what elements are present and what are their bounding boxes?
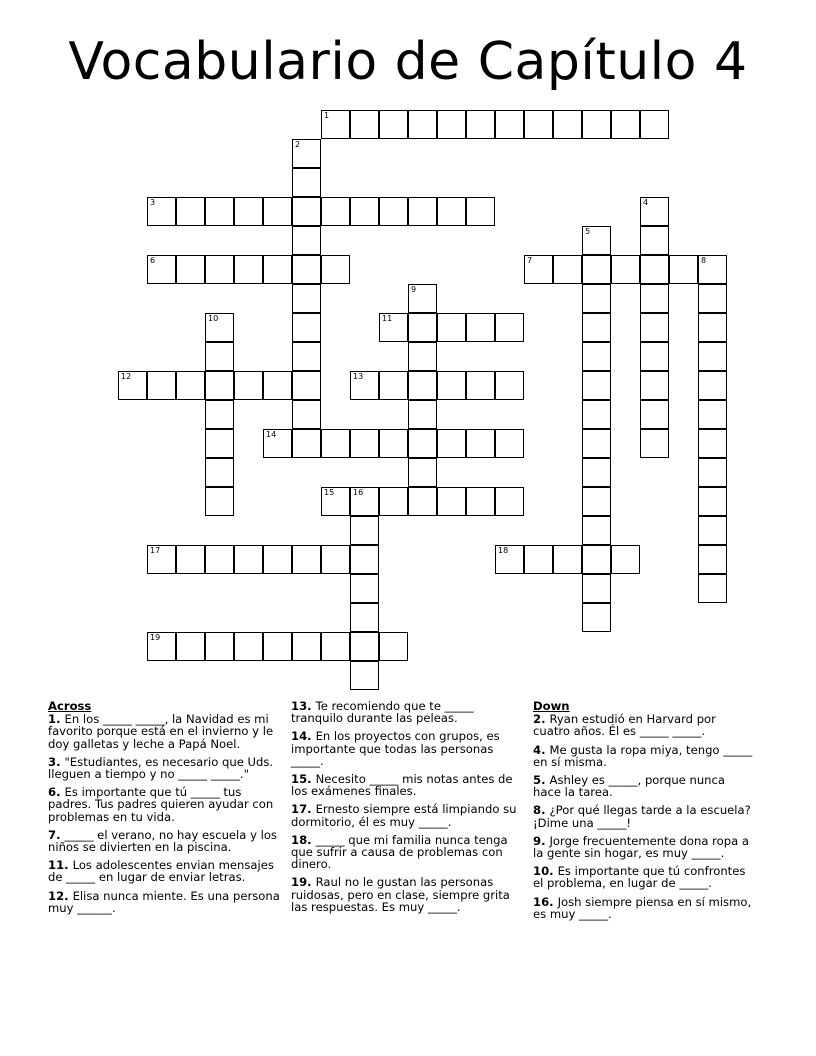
- page-title: Vocabulario de Capítulo 4: [68, 32, 748, 92]
- down-heading: Down: [533, 699, 570, 713]
- grid-cell[interactable]: [350, 516, 379, 545]
- grid-cell[interactable]: [350, 661, 379, 690]
- clue-item-number: 10.: [533, 864, 558, 879]
- grid-cell[interactable]: [379, 313, 408, 342]
- clue-number: 13: [353, 372, 364, 381]
- clue-item: [533, 835, 755, 859]
- grid-cell[interactable]: [321, 487, 350, 516]
- grid-cell[interactable]: [321, 110, 350, 139]
- clue-item-number: 6.: [48, 785, 65, 800]
- grid-cell[interactable]: [698, 516, 727, 545]
- grid-cell[interactable]: [176, 255, 205, 284]
- clue-item: [48, 786, 286, 823]
- grid-cell[interactable]: [408, 371, 437, 400]
- clue-item: [533, 865, 755, 889]
- clue-item-number: 17.: [291, 802, 316, 817]
- grid-cell[interactable]: [466, 110, 495, 139]
- grid-cell[interactable]: [350, 632, 379, 661]
- grid-cell[interactable]: [292, 255, 321, 284]
- clue-item: [291, 803, 517, 827]
- clue-item: [291, 700, 517, 724]
- grid-cell[interactable]: [698, 284, 727, 313]
- grid-cell[interactable]: [263, 545, 292, 574]
- grid-cell[interactable]: [147, 371, 176, 400]
- grid-cell[interactable]: [640, 226, 669, 255]
- clue-item-number: 13.: [291, 699, 316, 713]
- clue-item-number: 2.: [533, 712, 550, 727]
- grid-cell[interactable]: [640, 197, 669, 226]
- clue-number: 10: [208, 314, 219, 323]
- clue-number: 8: [701, 256, 707, 265]
- grid-cell[interactable]: [640, 284, 669, 313]
- grid-cell[interactable]: [234, 197, 263, 226]
- grid-cell[interactable]: [205, 255, 234, 284]
- clue-number: 11: [382, 314, 393, 323]
- grid-cell[interactable]: [234, 371, 263, 400]
- clue-item: [48, 890, 286, 914]
- grid-cell[interactable]: [292, 226, 321, 255]
- grid-cell[interactable]: [263, 429, 292, 458]
- grid-cell[interactable]: [437, 197, 466, 226]
- clue-item-text: Me gusta la ropa miya, tengo _____ en sí misma.: [533, 742, 753, 769]
- grid-cell[interactable]: [350, 110, 379, 139]
- grid-cell[interactable]: [205, 400, 234, 429]
- grid-cell[interactable]: [553, 255, 582, 284]
- grid-cell[interactable]: [408, 487, 437, 516]
- grid-cell[interactable]: [350, 487, 379, 516]
- grid-cell[interactable]: [350, 603, 379, 632]
- grid-cell[interactable]: [292, 400, 321, 429]
- grid-cell[interactable]: [408, 197, 437, 226]
- clue-item-text: Elisa nunca miente. Es una persona muy ______.: [48, 888, 280, 915]
- clue-number: 14: [266, 430, 277, 439]
- grid-cell[interactable]: [582, 458, 611, 487]
- grid-cell[interactable]: [350, 371, 379, 400]
- clue-item-number: 5.: [533, 773, 550, 788]
- grid-cell[interactable]: [524, 110, 553, 139]
- grid-cell[interactable]: [495, 545, 524, 574]
- grid-cell[interactable]: [408, 458, 437, 487]
- grid-cell[interactable]: [292, 545, 321, 574]
- grid-cell[interactable]: [698, 255, 727, 284]
- grid-cell[interactable]: [698, 313, 727, 342]
- grid-cell[interactable]: [582, 545, 611, 574]
- grid-cell[interactable]: [205, 342, 234, 371]
- grid-cell[interactable]: [582, 603, 611, 632]
- grid-cell[interactable]: [205, 371, 234, 400]
- grid-cell[interactable]: [350, 545, 379, 574]
- clue-item-text: Ernesto siempre está limpiando su dormitorio, él es muy _____.: [291, 802, 517, 829]
- grid-cell[interactable]: [582, 574, 611, 603]
- grid-cell[interactable]: [466, 429, 495, 458]
- grid-cell[interactable]: [466, 371, 495, 400]
- grid-cell[interactable]: [292, 168, 321, 197]
- grid-cell[interactable]: [321, 255, 350, 284]
- grid-cell[interactable]: [582, 516, 611, 545]
- grid-cell[interactable]: [408, 429, 437, 458]
- grid-cell[interactable]: [698, 545, 727, 574]
- grid-cell[interactable]: [292, 342, 321, 371]
- grid-cell[interactable]: [147, 197, 176, 226]
- clue-number: 12: [121, 372, 132, 381]
- grid-cell[interactable]: [437, 110, 466, 139]
- clues-column-1: [48, 700, 286, 920]
- clue-item-text: Ryan estudió en Harvard por cuatro años. Él es _____ _____.: [533, 712, 716, 739]
- grid-cell[interactable]: [582, 313, 611, 342]
- clue-number: 1: [324, 111, 330, 120]
- grid-cell[interactable]: [292, 429, 321, 458]
- grid-cell[interactable]: [408, 342, 437, 371]
- grid-cell[interactable]: [350, 197, 379, 226]
- grid-cell[interactable]: [408, 110, 437, 139]
- across-heading: Across: [48, 699, 92, 713]
- grid-cell[interactable]: [379, 632, 408, 661]
- clue-item: [48, 756, 286, 780]
- clue-item-text: _____ el verano, no hay escuela y los niños se divierten en la piscina.: [48, 827, 277, 855]
- clues-column-3: [533, 700, 755, 926]
- clue-item-text: Es importante que tú _____ tus padres. Tus padres quieren ayudar con problemas en tu vida.: [48, 785, 274, 824]
- grid-cell[interactable]: [147, 632, 176, 661]
- grid-cell[interactable]: [524, 255, 553, 284]
- grid-cell[interactable]: [698, 574, 727, 603]
- grid-cell[interactable]: [321, 429, 350, 458]
- clue-item-text: Te recomiendo que te _____ tranquilo durante las peleas.: [291, 699, 474, 726]
- grid-cell[interactable]: [176, 632, 205, 661]
- grid-cell[interactable]: [408, 400, 437, 429]
- clue-item-number: 8.: [533, 803, 550, 818]
- clue-item: [533, 774, 755, 798]
- grid-cell[interactable]: [640, 110, 669, 139]
- clue-number: 18: [498, 546, 509, 555]
- clue-number: 5: [585, 227, 591, 236]
- clue-item-number: 9.: [533, 833, 550, 848]
- grid-cell[interactable]: [582, 342, 611, 371]
- clue-number: 9: [411, 285, 417, 294]
- grid-cell[interactable]: [698, 400, 727, 429]
- clue-number: 4: [643, 198, 649, 207]
- clue-item-text: En los proyectos con grupos, es importante que todas las personas _____.: [291, 729, 500, 768]
- grid-cell[interactable]: [698, 429, 727, 458]
- clue-item: [533, 804, 755, 828]
- clue-number: 3: [150, 198, 156, 207]
- grid-cell[interactable]: [205, 197, 234, 226]
- clue-item-number: 4.: [533, 742, 550, 757]
- grid-cell[interactable]: [698, 487, 727, 516]
- grid-cell[interactable]: [379, 197, 408, 226]
- grid-cell[interactable]: [582, 255, 611, 284]
- grid-cell[interactable]: [176, 545, 205, 574]
- grid-cell[interactable]: [292, 284, 321, 313]
- grid-cell[interactable]: [321, 545, 350, 574]
- grid-cell[interactable]: [640, 371, 669, 400]
- clue-item-number: 19.: [291, 875, 316, 890]
- grid-cell[interactable]: [698, 342, 727, 371]
- clue-item-text: Ashley es _____, porque nunca hace la tarea.: [533, 773, 726, 800]
- clue-item-text: En los _____ _____, la Navidad es mi favorito porque está en el invierno y le doy galletas y leche a Papá Noel.: [48, 712, 274, 751]
- clue-item-text: _____ que mi familia nunca tenga que sufrir a causa de problemas con dinero.: [291, 832, 508, 872]
- grid-cell[interactable]: [611, 255, 640, 284]
- clue-item: [48, 859, 286, 883]
- grid-cell[interactable]: [437, 371, 466, 400]
- grid-cell[interactable]: [205, 429, 234, 458]
- clue-item: [533, 744, 755, 768]
- clue-item-text: Necesito _____ mis notas antes de los exámenes finales.: [291, 772, 513, 799]
- clue-item-number: 18.: [291, 832, 316, 847]
- grid-cell[interactable]: [379, 371, 408, 400]
- grid-cell[interactable]: [205, 458, 234, 487]
- clue-number: 6: [150, 256, 156, 265]
- grid-cell[interactable]: [524, 545, 553, 574]
- clue-item: [291, 834, 517, 871]
- grid-cell[interactable]: [640, 342, 669, 371]
- grid-cell[interactable]: [292, 139, 321, 168]
- grid-cell[interactable]: [379, 110, 408, 139]
- grid-cell[interactable]: [263, 632, 292, 661]
- grid-cell[interactable]: [582, 284, 611, 313]
- grid-cell[interactable]: [582, 371, 611, 400]
- grid-cell[interactable]: [408, 313, 437, 342]
- clue-item-text: Los adolescentes envian mensajes de _____ en lugar de enviar letras.: [48, 858, 274, 885]
- clue-item: [533, 896, 755, 920]
- grid-cell[interactable]: [379, 429, 408, 458]
- clue-item: [48, 713, 286, 750]
- clue-number: 19: [150, 633, 161, 642]
- grid-cell[interactable]: [205, 545, 234, 574]
- clue-number: 2: [295, 140, 301, 149]
- clue-item-number: 15.: [291, 772, 316, 787]
- grid-cell[interactable]: [582, 226, 611, 255]
- grid-cell[interactable]: [321, 632, 350, 661]
- grid-cell[interactable]: [234, 545, 263, 574]
- grid-cell[interactable]: [640, 429, 669, 458]
- grid-cell[interactable]: [263, 197, 292, 226]
- grid-cell[interactable]: [640, 313, 669, 342]
- grid-cell[interactable]: [350, 574, 379, 603]
- clue-item-text: Raul no le gustan las personas ruidosas, pero en clase, siempre grita las respuestas. Es muy _____.: [291, 875, 510, 914]
- clue-item-text: ¿Por qué llegas tarde a la escuela? ¡Dime una _____!: [533, 803, 751, 830]
- clue-item-text: Es importante que tú confrontes el problema, en lugar de _____.: [533, 864, 746, 891]
- clue-item-number: 3.: [48, 754, 65, 769]
- grid-cell[interactable]: [698, 371, 727, 400]
- grid-cell[interactable]: [379, 487, 408, 516]
- clue-item-text: Josh siempre piensa en sí mismo, es muy _____.: [533, 894, 752, 921]
- grid-cell[interactable]: [292, 632, 321, 661]
- grid-cell[interactable]: [205, 632, 234, 661]
- clue-item: [291, 773, 517, 797]
- grid-cell[interactable]: [611, 110, 640, 139]
- grid-cell[interactable]: [147, 255, 176, 284]
- grid-cell[interactable]: [292, 371, 321, 400]
- grid-cell[interactable]: [350, 429, 379, 458]
- grid-cell[interactable]: [176, 197, 205, 226]
- grid-cell[interactable]: [640, 255, 669, 284]
- grid-cell[interactable]: [292, 197, 321, 226]
- clue-item-number: 14.: [291, 729, 316, 744]
- clue-number: 17: [150, 546, 161, 555]
- grid-cell[interactable]: [553, 110, 582, 139]
- clue-item: [291, 730, 517, 767]
- clue-number: 7: [527, 256, 533, 265]
- grid-cell[interactable]: [466, 197, 495, 226]
- clue-item-number: 1.: [48, 712, 65, 727]
- grid-cell[interactable]: [263, 255, 292, 284]
- grid-cell[interactable]: [437, 487, 466, 516]
- grid-cell[interactable]: [495, 313, 524, 342]
- clue-number: 15: [324, 488, 335, 497]
- grid-cell[interactable]: [640, 400, 669, 429]
- clue-number: 16: [353, 488, 364, 497]
- clue-item-number: 7.: [48, 827, 65, 842]
- clue-item-number: 16.: [533, 894, 558, 909]
- clue-item: [533, 713, 755, 737]
- grid-cell[interactable]: [118, 371, 147, 400]
- grid-cell[interactable]: [147, 545, 176, 574]
- grid-cell[interactable]: [495, 110, 524, 139]
- grid-cell[interactable]: [495, 371, 524, 400]
- grid-cell[interactable]: [582, 487, 611, 516]
- grid-cell[interactable]: [292, 313, 321, 342]
- clue-item-text: "Estudiantes, es necesario que Uds. lleguen a tiempo y no _____ _____.": [48, 754, 274, 782]
- grid-cell[interactable]: [495, 429, 524, 458]
- grid-cell[interactable]: [234, 632, 263, 661]
- grid-cell[interactable]: [321, 197, 350, 226]
- clue-item: [48, 829, 286, 853]
- grid-cell[interactable]: [263, 371, 292, 400]
- grid-cell[interactable]: [669, 255, 698, 284]
- grid-cell[interactable]: [205, 487, 234, 516]
- grid-cell[interactable]: [408, 284, 437, 313]
- clue-item-number: 12.: [48, 888, 73, 903]
- grid-cell[interactable]: [466, 313, 495, 342]
- grid-cell[interactable]: [495, 487, 524, 516]
- clue-item-text: Jorge frecuentemente dona ropa a la gente sin hogar, es muy _____.: [533, 833, 749, 861]
- grid-cell[interactable]: [176, 371, 205, 400]
- clues-column-2: [291, 700, 517, 919]
- grid-cell[interactable]: [582, 400, 611, 429]
- clue-item-number: 11.: [48, 858, 73, 873]
- grid-cell[interactable]: [611, 545, 640, 574]
- grid-cell[interactable]: [698, 458, 727, 487]
- grid-cell[interactable]: [553, 545, 582, 574]
- grid-cell[interactable]: [437, 313, 466, 342]
- grid-cell[interactable]: [437, 429, 466, 458]
- grid-cell[interactable]: [234, 255, 263, 284]
- grid-cell[interactable]: [582, 429, 611, 458]
- grid-cell[interactable]: [205, 313, 234, 342]
- clue-item: [291, 876, 517, 913]
- grid-cell[interactable]: [582, 110, 611, 139]
- grid-cell[interactable]: [466, 487, 495, 516]
